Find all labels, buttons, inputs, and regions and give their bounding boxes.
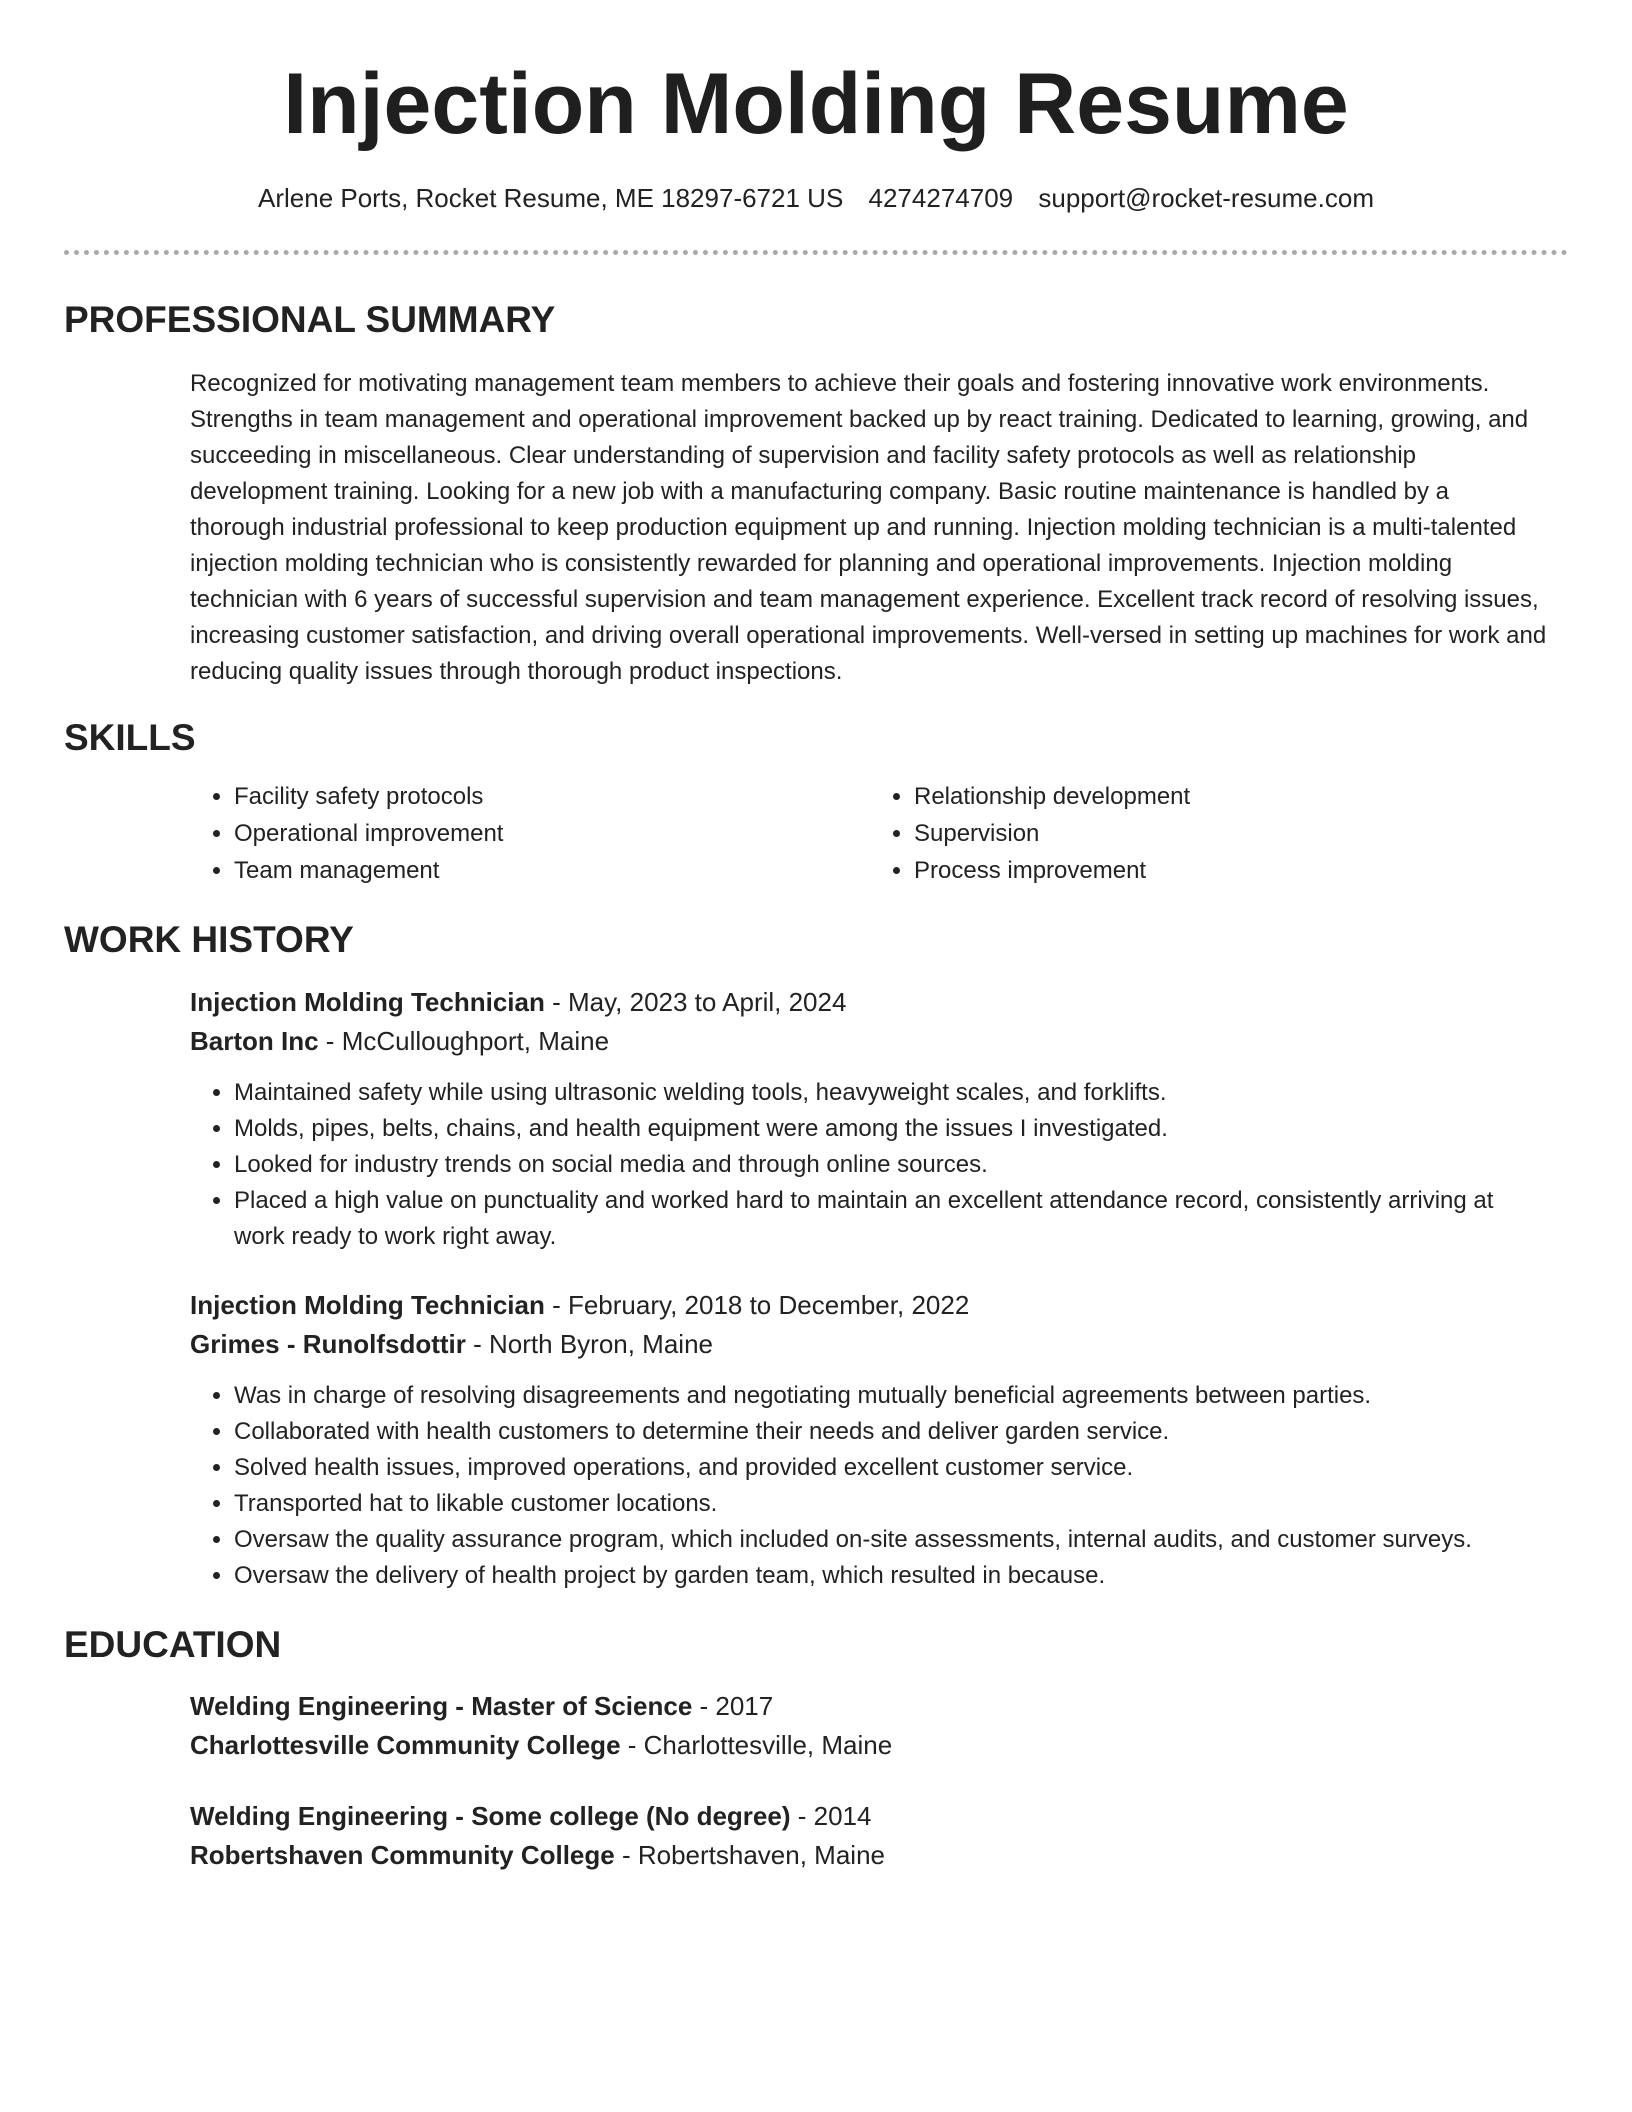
job-bullets — [190, 1378, 1550, 1594]
separator: - — [465, 1329, 490, 1359]
education-heading: EDUCATION — [64, 1624, 282, 1665]
contact-address: Arlene Ports, Rocket Resume, ME 18297-6721 US — [258, 183, 844, 213]
degree-line — [190, 1687, 1550, 1726]
job-title: Injection Molding Technician — [190, 1290, 545, 1320]
job-title-line — [190, 1286, 1550, 1325]
education-entry — [190, 1687, 1550, 1765]
school-line — [190, 1836, 1550, 1875]
contact-email[interactable]: support@rocket-resume.com — [1038, 183, 1374, 213]
separator: - — [544, 1290, 568, 1320]
contact-phone: 4274274709 — [868, 183, 1014, 213]
job-dates: February, 2018 to December, 2022 — [567, 1290, 970, 1320]
job-bullet: • Looked for industry trends on social media and through online sources. — [234, 1147, 1550, 1183]
job-bullet: • Solved health issues, improved operations, and provided excellent customer service. — [234, 1450, 1550, 1486]
skills-column-2 — [870, 778, 1190, 889]
job-bullet: • Placed a high value on punctuality and worked hard to maintain an excellent attendance record, consistently arriving at work ready to work right away. — [234, 1183, 1550, 1255]
degree: Welding Engineering - Some college (No degree) — [190, 1801, 791, 1831]
job-bullet: • Maintained safety while using ultrasonic welding tools, heavyweight scales, and forklifts. — [234, 1075, 1550, 1111]
separator: - — [318, 1026, 342, 1056]
separator: - — [614, 1840, 638, 1870]
job-company-line — [190, 1022, 1550, 1061]
degree-year: 2014 — [813, 1801, 872, 1831]
school-location: Robertshaven, Maine — [637, 1840, 885, 1870]
job-location: North Byron, Maine — [489, 1329, 713, 1359]
contact-line — [0, 180, 1632, 216]
job-bullet: • Oversaw the delivery of health project by garden team, which resulted in because. — [234, 1558, 1550, 1594]
summary-section — [190, 366, 1550, 690]
job-entry — [190, 1286, 1550, 1594]
job-title-line — [190, 983, 1550, 1022]
skill-item: • Team management — [234, 852, 870, 889]
summary-heading: PROFESSIONAL SUMMARY — [64, 299, 556, 340]
degree: Welding Engineering - Master of Science — [190, 1691, 693, 1721]
job-dates: May, 2023 to April, 2024 — [567, 987, 847, 1017]
header-divider — [64, 250, 1568, 255]
skill-item: • Process improvement — [914, 852, 1190, 889]
job-bullet: • Transported hat to likable customer locations. — [234, 1486, 1550, 1522]
job-location: McCulloughport, Maine — [341, 1026, 610, 1056]
degree-year: 2017 — [715, 1691, 774, 1721]
separator: - — [620, 1730, 644, 1760]
skill-item: • Supervision — [914, 815, 1190, 852]
skills-heading: SKILLS — [64, 717, 196, 758]
job-bullets — [190, 1075, 1550, 1255]
skill-item: • Facility safety protocols — [234, 778, 870, 815]
job-bullet: • Molds, pipes, belts, chains, and health equipment were among the issues I investigated. — [234, 1111, 1550, 1147]
work-history-heading: WORK HISTORY — [64, 919, 354, 960]
job-company-line — [190, 1325, 1550, 1364]
job-bullet: • Oversaw the quality assurance program, which included on-site assessments, internal audits, and customer surveys. — [234, 1522, 1550, 1558]
separator: - — [790, 1801, 814, 1831]
job-bullet: • Was in charge of resolving disagreements and negotiating mutually beneficial agreements between parties. — [234, 1378, 1550, 1414]
degree-line — [190, 1797, 1550, 1836]
skills-list — [190, 778, 1550, 889]
school-line — [190, 1726, 1550, 1765]
resume-title: Injection Molding Resume — [283, 56, 1349, 152]
skills-column-1 — [190, 778, 870, 889]
job-company: Grimes - Runolfsdottir — [190, 1329, 466, 1359]
school: Robertshaven Community College — [190, 1840, 615, 1870]
school: Charlottesville Community College — [190, 1730, 621, 1760]
separator: - — [692, 1691, 716, 1721]
job-bullet: • Collaborated with health customers to determine their needs and deliver garden service. — [234, 1414, 1550, 1450]
summary-text: Recognized for motivating management team members to achieve their goals and fostering innovative work environments. Strengths in team management and operational improvement backed up by react training. Dedicated to learning, growing, and succeeding in miscellaneous. Clear understanding of supervision and facility safety protocols as well as relationship development training. Looking for a new job with a manufacturing company. Basic routine maintenance is handled by a thorough industrial professional to keep production equipment up and running. Injection molding technician is a multi-talented injection molding technician who is consistently rewarded for planning and operational improvements. Injection molding technician with 6 years of successful supervision and team management experience. Excellent track record of resolving issues, increasing customer satisfaction, and driving overall operational improvements. Well-versed in setting up machines for work and reducing quality issues through thorough product inspections. — [190, 370, 1547, 685]
job-entry — [190, 983, 1550, 1255]
job-title: Injection Molding Technician — [190, 987, 545, 1017]
school-location: Charlottesville, Maine — [643, 1730, 893, 1760]
separator: - — [544, 987, 568, 1017]
skill-item: • Operational improvement — [234, 815, 870, 852]
skill-item: • Relationship development — [914, 778, 1190, 815]
education-entry — [190, 1797, 1550, 1875]
job-company: Barton Inc — [190, 1026, 319, 1056]
